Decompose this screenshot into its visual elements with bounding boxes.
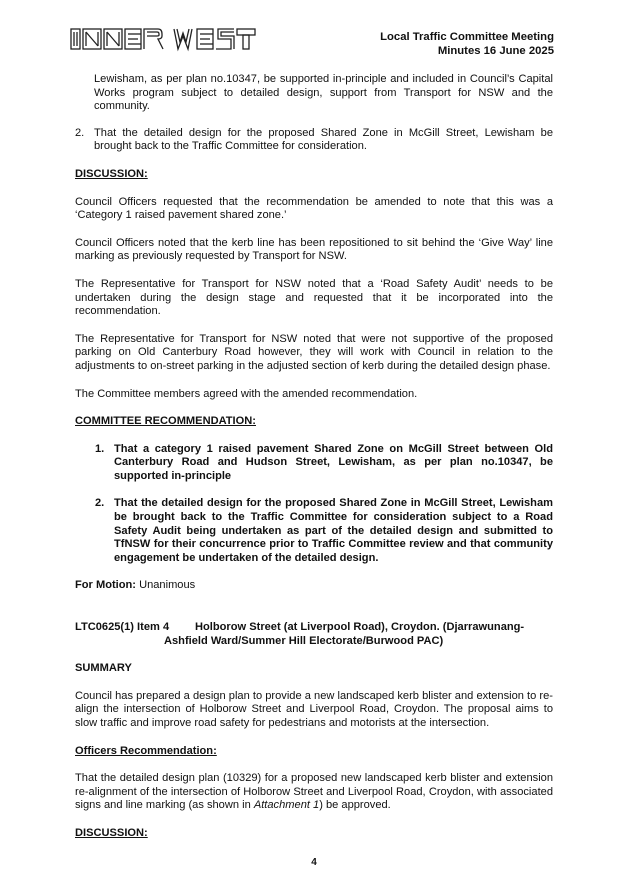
attachment-reference: Attachment 1 [253,799,320,812]
committee-recommendation-heading: COMMITTEE RECOMMENDATION: [75,415,256,428]
motion-label: For Motion: [75,579,136,592]
officers-recommendation-paragraph [75,772,553,813]
continuation-paragraph: Lewisham, as per plan no.10347, be supported in-principle and included in Council’s Capital Works program subject to detailed design, support from Transport for NSW and the community. [94,73,553,113]
recommendation-item-2 [75,127,553,154]
committee-recommendation-item [95,443,553,484]
discussion-paragraph: The Committee members agreed with the amended recommendation. [75,387,418,400]
item-text: That the detailed design for the proposed Shared Zone in McGill Street, Lewisham be brought back to the Traffic Committee for consideration. [94,126,553,153]
officers-recommendation-heading: Officers Recommendation: [75,744,217,757]
minutes-date: Minutes 16 June 2025 [437,45,554,57]
discussion-heading: DISCUSSION: [75,167,148,180]
committee-recommendation-item [95,497,553,565]
item-number: 2. [95,497,105,510]
meeting-title: Local Traffic Committee Meeting [380,31,554,43]
page-number: 4 [311,857,317,868]
header-meeting-info [380,30,554,58]
discussion-paragraph: The Representative for Transport for NSW noted that a ‘Road Safety Audit’ needs to be undertaken during the design stage and requested that it be incorporated into the recommendation. [75,277,553,318]
officers-text: That the detailed design plan (10329) for a proposed new landscaped kerb blister and extension re-alignment of the intersection of Holborow Street and Liverpool Road, Croydon, with associated signs and line marking (as shown in [75,772,553,812]
summary-heading: SUMMARY [75,662,132,675]
discussion-paragraph: Council Officers requested that the recommendation be amended to note that this was a ‘Category 1 raised pavement shared zone.’ [75,195,553,222]
committee-recommendation-list [75,443,553,566]
officers-text-end: ) be approved. [319,799,391,812]
agenda-item-title [75,621,553,648]
document-body [75,73,553,841]
motion-value: Unanimous [136,579,196,592]
motion-line [75,579,553,593]
item-text: That the detailed design for the proposed Shared Zone in McGill Street, Lewisham be brought back to the Traffic Committee for consideration subject to a Road Safety Audit being undertaken as part of the detailed design and submitted to TfNSW for their concurrence prior to Traffic Committee review and that community engagement be undertaken of the detailed design. [114,497,553,564]
item-number: 1. [95,442,105,455]
item-title-line1: Holborow Street (at Liverpool Road), Croydon. (Djarrawunang- [195,621,525,634]
discussion-paragraph: The Representative for Transport for NSW noted that were not supportive of the proposed parking on Old Canterbury Road however, they will work with Council in relation to the adjustments to on-street parking in the adjusted section of kerb during the detailed design phase. [75,332,553,372]
discussion-heading-2: DISCUSSION: [75,826,148,839]
inner-west-logo [70,26,270,52]
summary-paragraph: Council has prepared a design plan to provide a new landscaped kerb blister and extension to re-align the intersection of Holborow Street and Liverpool Road, Croydon. The proposal aims to slow traffic and improve road safety for pedestrians and motorists at the intersection. [75,689,553,729]
item-number: 2. [75,126,85,139]
page-header [0,0,628,62]
item-title-line2: Ashfield Ward/Summer Hill Electorate/Burwood PAC) [164,634,444,647]
discussion-paragraph: Council Officers noted that the kerb line has been repositioned to sit behind the ‘Give Way’ line marking as previously requested by Transport for NSW. [75,236,553,263]
inner-west-logo-icon [70,26,270,52]
item-text: That a category 1 raised pavement Shared Zone on McGill Street between Old Canterbury Road and Hudson Street, Lewisham, as per plan no.10347, be supported in-principle [114,442,553,482]
item-code: LTC0625(1) Item 4 [75,621,170,634]
